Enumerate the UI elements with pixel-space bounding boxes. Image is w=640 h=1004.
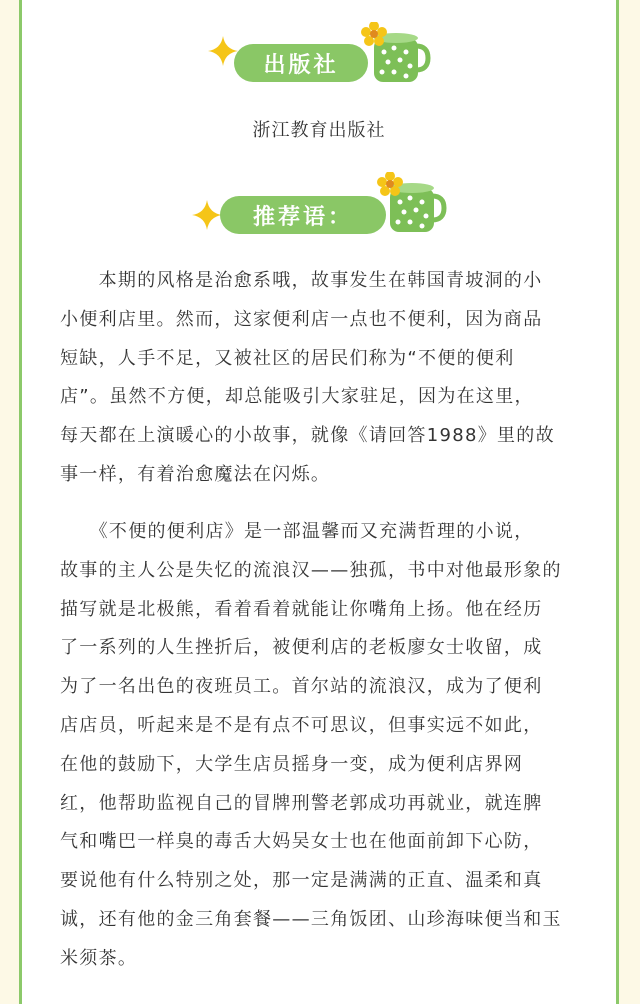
mug-with-flower-icon xyxy=(360,22,432,84)
text-line: 店”。虽然不方便，却总能吸引大家驻足，因为在这里， xyxy=(60,386,534,408)
publisher-name: 浙江教育出版社 xyxy=(252,120,386,141)
recommendation-paragraph-1 xyxy=(60,262,596,495)
section-heading: 推荐语： xyxy=(220,196,386,234)
text-line: 故事的主人公是失忆的流浪汉——独孤，书中对他最形象的 xyxy=(60,559,562,581)
recommendation-paragraph-2 xyxy=(60,513,596,979)
text-line: 要说他有什么特别之处，那一定是满满的正直、温柔和真 xyxy=(60,870,543,892)
text-line: 红，他帮助监视自己的冒牌刑警老郭成功再就业，就连脾 xyxy=(60,792,543,814)
text-line: 短缺，人手不足，又被社区的居民们称为“不便的便利 xyxy=(60,347,515,369)
section-header-publisher xyxy=(208,22,438,78)
text-line: 本期的风格是治愈系哦，故事发生在韩国青坡洞的小 xyxy=(60,270,543,291)
article-body xyxy=(22,0,616,1004)
text-line: 事一样，有着治愈魔法在闪烁。 xyxy=(60,463,331,485)
mug-with-flower-icon xyxy=(376,172,448,234)
text-line: 诚，还有他的金三角套餐——三角饭团、山珍海味便当和玉 xyxy=(60,908,562,930)
text-line: 小便利店里。然而，这家便利店一点也不便利，因为商品 xyxy=(60,308,543,330)
text-line: 店店员，听起来是不是有点不可思议，但事实远不如此， xyxy=(60,714,543,736)
sparkle-icon xyxy=(192,200,222,230)
text-line: 气和嘴巴一样臭的毒舌大妈吴女士也在他面前卸下心防， xyxy=(60,831,543,853)
section-heading: 出版社 xyxy=(234,44,368,82)
text-line: 为了一名出色的夜班员工。首尔站的流浪汉，成为了便利 xyxy=(60,676,543,698)
section-header-recommendation xyxy=(192,172,452,230)
text-line: 米须茶。 xyxy=(60,947,138,969)
text-line: 每天都在上演暖心的小故事，就像《请回答1988》里的故 xyxy=(60,425,555,447)
right-border xyxy=(616,0,619,1004)
text-line: 描写就是北极熊，看着看着就能让你嘴角上扬。他在经历 xyxy=(60,598,543,620)
text-line: 了一系列的人生挫折后，被便利店的老板廖女士收留，成 xyxy=(60,637,543,659)
text-line: 《不便的便利店》是一部温馨而又充满哲理的小说， xyxy=(60,521,534,542)
text-line: 在他的鼓励下，大学生店员摇身一变，成为便利店界网 xyxy=(60,753,524,775)
